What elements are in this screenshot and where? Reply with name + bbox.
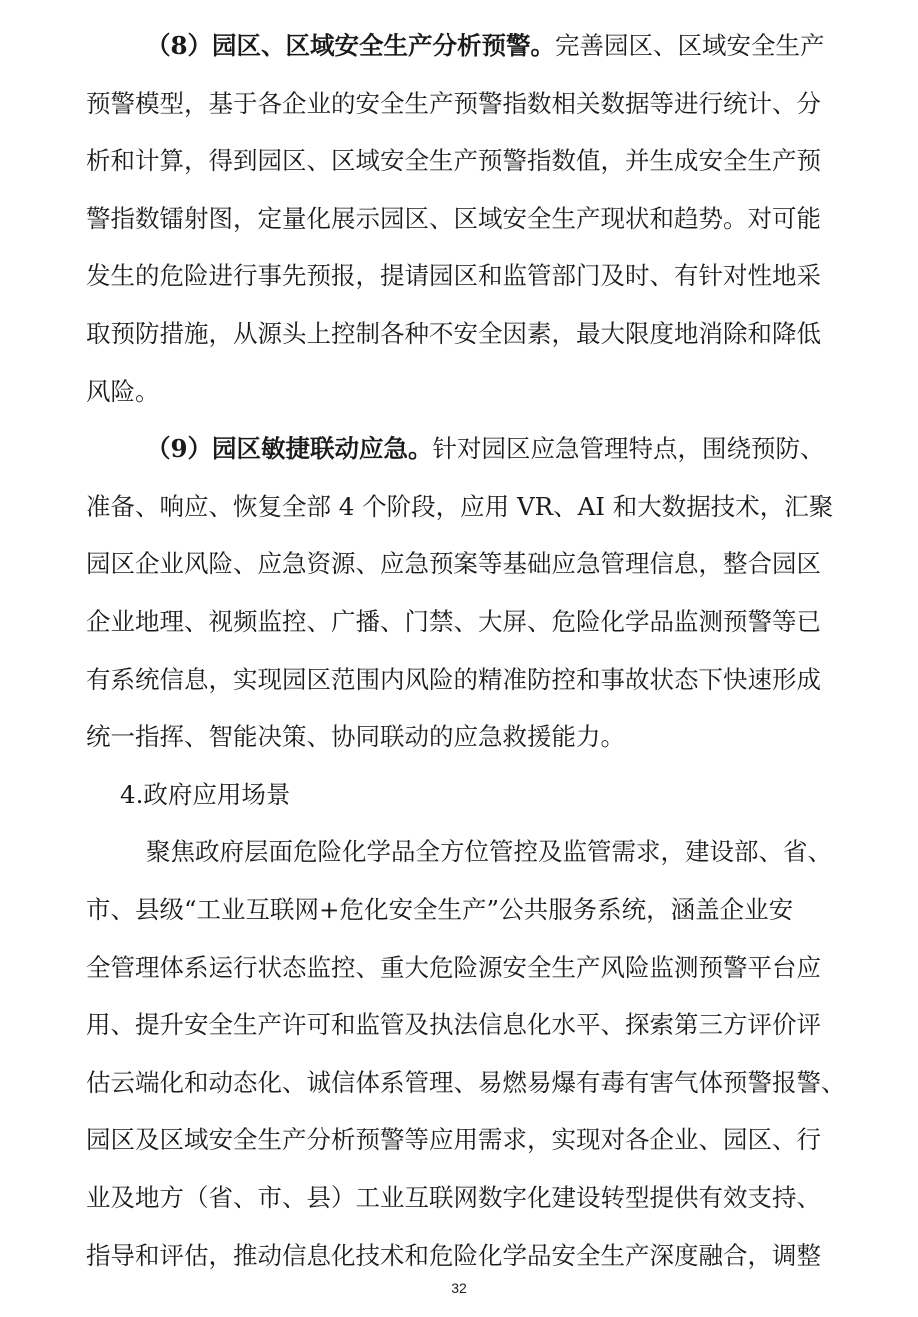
line-text: 4.政府应用场景 xyxy=(120,780,291,809)
line-text: 用、提升安全生产许可和监管及执法信息化水平、探索第三方评价评 xyxy=(86,1010,821,1039)
text-line xyxy=(146,30,846,62)
text-line xyxy=(86,376,846,408)
item-title: （9）园区敏捷联动应急。 xyxy=(146,434,433,463)
text-line xyxy=(146,433,846,465)
text-line xyxy=(86,203,846,235)
section-heading xyxy=(120,779,880,811)
line-text: 市、县级“工业互联网+危化安全生产”公共服务系统，涵盖企业安 xyxy=(86,895,794,924)
line-text: 企业地理、视频监控、广播、门禁、大屏、危险化学品监测预警等已 xyxy=(86,607,821,636)
page-number: 32 xyxy=(451,1280,467,1296)
line-text: 业及地方（省、市、县）工业互联网数字化建设转型提供有效支持、 xyxy=(86,1183,821,1212)
line-text: 园区及区域安全生产分析预警等应用需求，实现对各企业、园区、行 xyxy=(86,1125,821,1154)
line-text: 风险。 xyxy=(86,377,160,406)
line-text: 预警模型，基于各企业的安全生产预警指数相关数据等进行统计、分 xyxy=(86,89,821,118)
line-text: 准备、响应、恢复全部 4 个阶段，应用 VR、AI 和大数据技术，汇聚 xyxy=(86,492,834,521)
text-line xyxy=(86,1124,846,1156)
line-text: 全管理体系运行状态监控、重大危险源安全生产风险监测预警平台应 xyxy=(86,953,821,982)
line-text: 取预防措施，从源头上控制各种不安全因素，最大限度地消除和降低 xyxy=(86,319,821,348)
text-line xyxy=(86,894,846,926)
text-line xyxy=(86,88,846,120)
line-text: 估云端化和动态化、诚信体系管理、易燃易爆有毒有害气体预警报警、 xyxy=(86,1068,846,1097)
text-line xyxy=(146,836,846,868)
line-text: 有系统信息，实现园区范围内风险的精准防控和事故状态下快速形成 xyxy=(86,665,821,694)
line-text: 园区企业风险、应急资源、应急预案等基础应急管理信息，整合园区 xyxy=(86,549,821,578)
text-line xyxy=(86,145,846,177)
line-text: 聚焦政府层面危险化学品全方位管控及监管需求，建设部、省、 xyxy=(146,837,832,866)
text-line xyxy=(86,1240,846,1272)
line-text: 发生的危险进行事先预报，提请园区和监管部门及时、有针对性地采 xyxy=(86,261,821,290)
text-line xyxy=(86,721,846,753)
line-text: 析和计算，得到园区、区域安全生产预警指数值，并生成安全生产预 xyxy=(86,146,821,175)
text-line xyxy=(86,664,846,696)
text-line xyxy=(86,548,846,580)
text-line xyxy=(86,318,846,350)
line-text: 针对园区应急管理特点，围绕预防、 xyxy=(432,434,825,463)
text-line xyxy=(86,952,846,984)
text-line xyxy=(86,260,846,292)
line-text: 指导和评估，推动信息化技术和危险化学品安全生产深度融合，调整 xyxy=(86,1241,821,1270)
text-line xyxy=(86,491,846,523)
line-text: 统一指挥、智能决策、协同联动的应急救援能力。 xyxy=(86,722,625,751)
line-text: 警指数镭射图，定量化展示园区、区域安全生产现状和趋势。对可能 xyxy=(86,204,821,233)
line-text: 完善园区、区域安全生产 xyxy=(555,31,825,60)
item-title: （8）园区、区域安全生产分析预警。 xyxy=(146,31,556,60)
text-line xyxy=(86,1182,846,1214)
text-line xyxy=(86,1067,846,1099)
text-line xyxy=(86,606,846,638)
text-line xyxy=(86,1009,846,1041)
